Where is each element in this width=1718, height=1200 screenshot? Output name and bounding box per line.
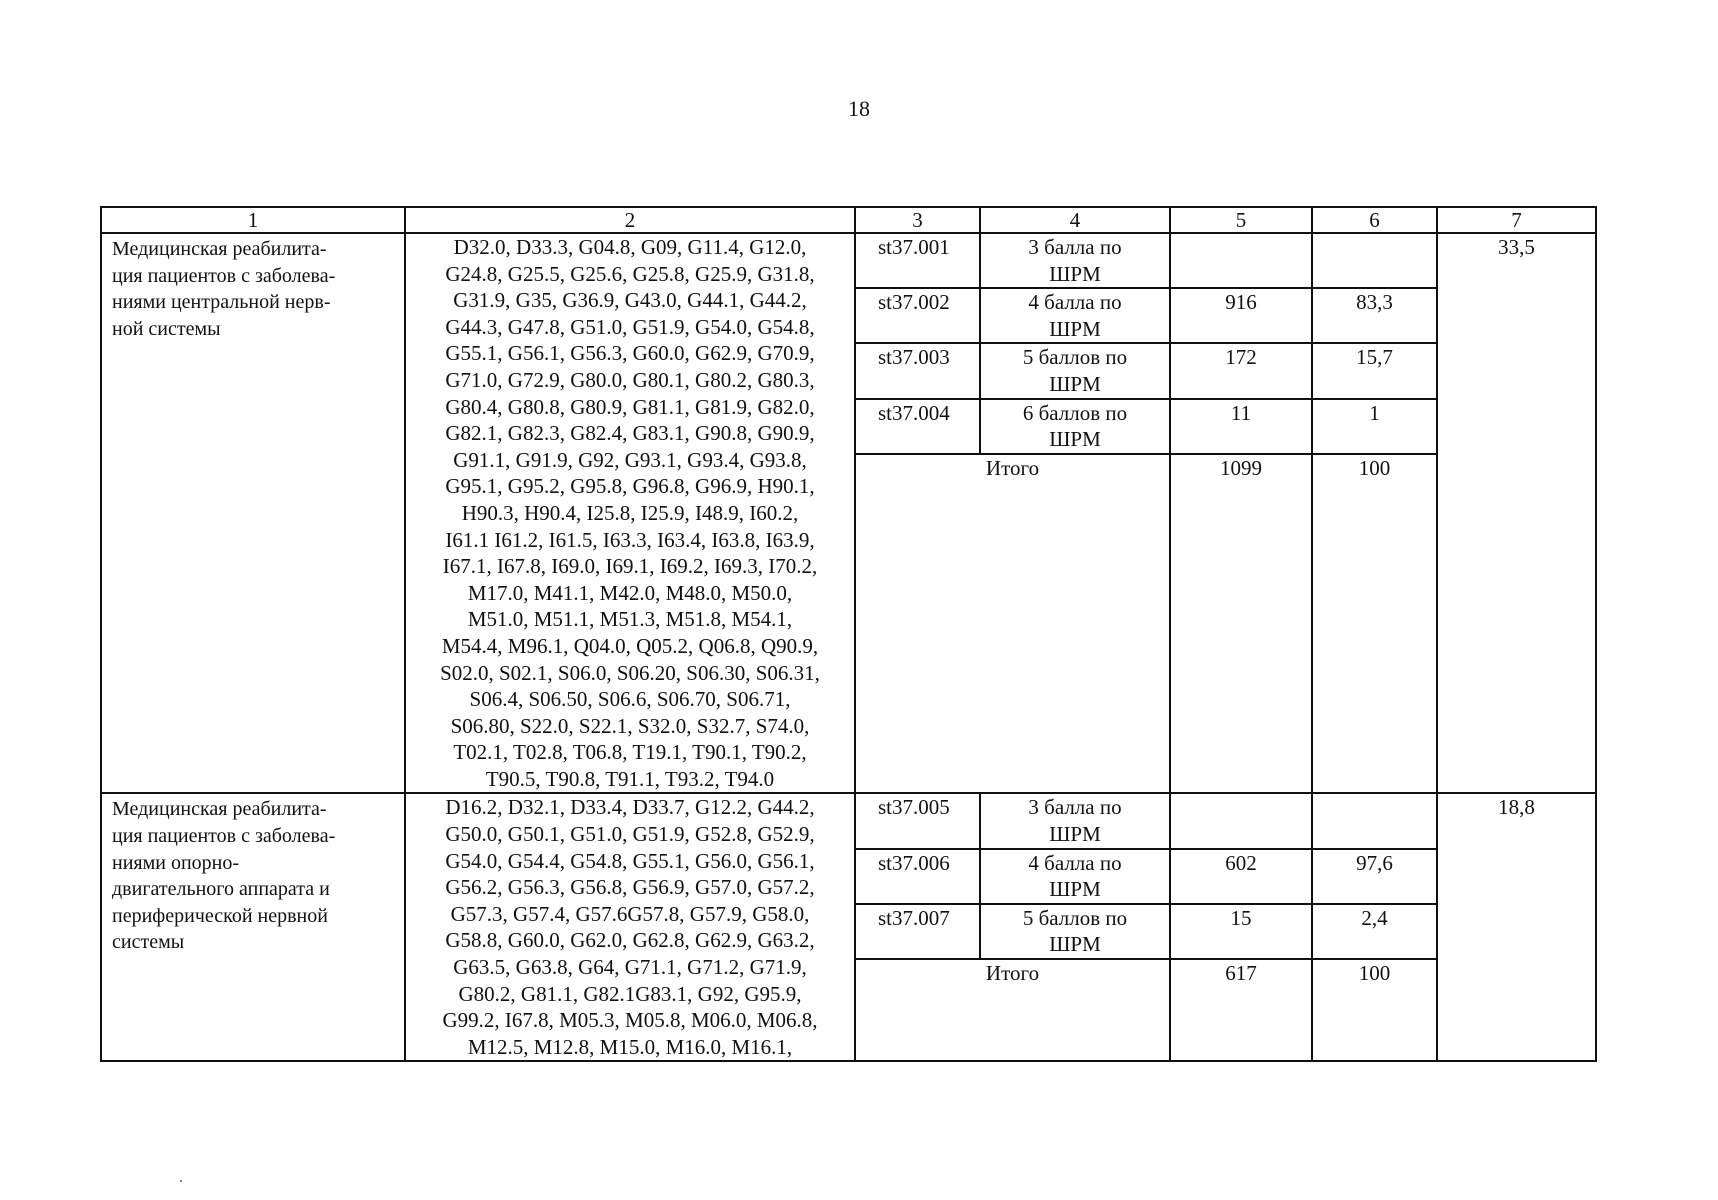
score-description-cell (980, 399, 1170, 454)
score-description-line: ШРМ (1049, 877, 1101, 902)
header-cell-7: 7 (1437, 207, 1596, 233)
diagnosis-codes-line: G99.2, I67.8, M05.3, M05.8, M06.0, M06.8, (442, 1008, 818, 1033)
total-label-cell: Итого (855, 454, 1170, 794)
group-name-line: системы (112, 931, 185, 954)
total-percent-cell: 100 (1312, 454, 1437, 794)
diagnosis-codes-line: I61.1 I61.2, I61.5, I63.3, I63.4, I63.8, I63.9, (445, 527, 815, 552)
score-description-cell (980, 288, 1170, 343)
diagnosis-codes-line: T90.5, T90.8, T91.1, T93.2, T94.0 (485, 766, 775, 791)
header-cell-4: 4 (980, 207, 1170, 233)
diagnosis-codes-line: D16.2, D32.1, D33.4, D33.7, G12.2, G44.2, (445, 795, 815, 820)
count-cell (1170, 793, 1312, 848)
group-name-line: ной системы (112, 317, 221, 340)
percent-cell (1312, 233, 1437, 288)
score-description-line: ШРМ (1049, 261, 1101, 286)
diagnosis-codes-line: M51.0, M51.1, M51.3, M51.8, M54.1, (467, 607, 793, 632)
group-name-line: Медицинская реабилита- (112, 238, 327, 260)
score-description-cell (980, 233, 1170, 288)
diagnosis-codes-line: M54.4, M96.1, Q04.0, Q05.2, Q06.8, Q90.9, (441, 633, 819, 658)
percent-cell: 1 (1312, 399, 1437, 454)
count-cell: 916 (1170, 288, 1312, 343)
group-code-cell: st37.007 (855, 904, 980, 959)
group-name-cell (101, 793, 405, 1061)
group-code-cell: st37.001 (855, 233, 980, 288)
header-cell-3: 3 (855, 207, 980, 233)
total-label-cell: Итого (855, 959, 1170, 1061)
diagnosis-codes-line: G71.0, G72.9, G80.0, G80.1, G80.2, G80.3, (445, 367, 815, 392)
score-description-line: 3 балла по (1028, 795, 1122, 820)
diagnosis-codes-cell (405, 233, 855, 793)
diagnosis-codes-line: H90.3, H90.4, I25.8, I25.9, I48.9, I60.2, (461, 500, 799, 525)
group-share-cell: 33,5 (1437, 233, 1596, 793)
score-description-line: 3 балла по (1028, 235, 1122, 259)
scan-speck (180, 1180, 182, 1182)
group-code-cell: st37.006 (855, 849, 980, 904)
diagnosis-codes-line: G57.3, G57.4, G57.6G57.8, G57.9, G58.0, (450, 901, 810, 926)
score-description-line: ШРМ (1049, 427, 1101, 452)
count-cell: 15 (1170, 904, 1312, 959)
group-share-cell: 18,8 (1437, 793, 1596, 1061)
diagnosis-codes-cell (405, 793, 855, 1061)
group-name-cell (101, 233, 405, 793)
count-cell: 11 (1170, 399, 1312, 454)
score-description-cell (980, 793, 1170, 848)
group-name-line: Медицинская реабилита- (112, 798, 327, 821)
count-cell (1170, 233, 1312, 288)
score-description-line: ШРМ (1049, 316, 1101, 341)
diagnosis-codes-line: S06.4, S06.50, S06.6, S06.70, S06.71, (469, 687, 791, 712)
diagnosis-codes-line: G55.1, G56.1, G56.3, G60.0, G62.9, G70.9, (445, 341, 815, 366)
diagnosis-codes-line: T02.1, T02.8, T06.8, T19.1, T90.1, T90.2, (453, 740, 807, 765)
header-cell-5: 5 (1170, 207, 1312, 233)
diagnosis-codes-line: S06.80, S22.0, S22.1, S32.0, S32.7, S74.0, (450, 713, 810, 738)
score-description-line: ШРМ (1049, 822, 1101, 847)
score-description-cell (980, 904, 1170, 959)
group-name-line: двигательного аппарата и (112, 878, 330, 901)
percent-cell: 97,6 (1312, 849, 1437, 904)
header-row (101, 207, 1596, 233)
group-code-cell: st37.002 (855, 288, 980, 343)
group-name-line: ниями центральной нерв- (112, 291, 331, 314)
percent-cell (1312, 793, 1437, 848)
header-cell-6: 6 (1312, 207, 1437, 233)
percent-cell: 83,3 (1312, 288, 1437, 343)
group-name-line: периферической нервной (112, 904, 328, 927)
diagnosis-codes-line: G31.9, G35, G36.9, G43.0, G44.1, G44.2, (453, 288, 807, 313)
diagnosis-codes-line: M17.0, M41.1, M42.0, M48.0, M50.0, (467, 580, 793, 605)
table-row (101, 233, 1596, 288)
diagnosis-codes-line: G24.8, G25.5, G25.6, G25.8, G25.9, G31.8, (445, 261, 815, 286)
total-count-cell: 617 (1170, 959, 1312, 1061)
diagnosis-codes-line: G54.0, G54.4, G54.8, G55.1, G56.0, G56.1, (445, 848, 815, 873)
diagnosis-codes-line: G58.8, G60.0, G62.0, G62.8, G62.9, G63.2, (445, 928, 815, 953)
score-description-line: 6 баллов по (1022, 400, 1128, 425)
diagnosis-codes-line: G95.1, G95.2, G95.8, G96.8, G96.9, H90.1, (445, 474, 815, 499)
diagnosis-codes-line: G56.2, G56.3, G56.8, G56.9, G57.0, G57.2, (445, 875, 815, 900)
score-description-cell (980, 343, 1170, 398)
diagnosis-codes-line: G63.5, G63.8, G64, G71.1, G71.2, G71.9, (453, 955, 807, 980)
diagnosis-codes-line: G50.0, G50.1, G51.0, G51.9, G52.8, G52.9, (445, 822, 815, 847)
diagnosis-codes-line: S02.0, S02.1, S06.0, S06.20, S06.30, S06.31, (440, 660, 820, 685)
group-name-line: ция пациентов с заболева- (112, 264, 336, 287)
group-code-cell: st37.005 (855, 793, 980, 848)
diagnosis-codes-line: M12.5, M12.8, M15.0, M16.0, M16.1, (467, 1034, 793, 1059)
group-code-cell: st37.003 (855, 343, 980, 398)
diagnosis-codes-line: G82.1, G82.3, G82.4, G83.1, G90.8, G90.9, (445, 421, 815, 446)
group-name-line: ниями опорно- (112, 851, 240, 874)
score-description-line: 5 баллов по (1022, 345, 1128, 370)
percent-cell: 15,7 (1312, 343, 1437, 398)
score-description-line: ШРМ (1049, 932, 1101, 957)
header-cell-1: 1 (101, 207, 405, 233)
page-number: 18 (848, 96, 870, 121)
total-percent-cell: 100 (1312, 959, 1437, 1061)
total-count-cell: 1099 (1170, 454, 1312, 794)
score-description-line: 4 балла по (1028, 850, 1122, 875)
header-cell-2: 2 (405, 207, 855, 233)
group-code-cell: st37.004 (855, 399, 980, 454)
diagnosis-codes-line: G80.4, G80.8, G80.9, G81.1, G81.9, G82.0, (445, 394, 815, 419)
data-table (100, 206, 1597, 1062)
percent-cell: 2,4 (1312, 904, 1437, 959)
group-name-line: ция пациентов с заболева- (112, 825, 336, 848)
diagnosis-codes-line: G91.1, G91.9, G92, G93.1, G93.4, G93.8, (453, 447, 807, 472)
count-cell: 602 (1170, 849, 1312, 904)
score-description-line: ШРМ (1049, 371, 1101, 396)
score-description-cell (980, 849, 1170, 904)
diagnosis-codes-line: D32.0, D33.3, G04.8, G09, G11.4, G12.0, (453, 235, 807, 259)
table-row (101, 793, 1596, 848)
count-cell: 172 (1170, 343, 1312, 398)
diagnosis-codes-line: G80.2, G81.1, G82.1G83.1, G92, G95.9, (458, 981, 802, 1006)
score-description-line: 4 балла по (1028, 290, 1122, 315)
diagnosis-codes-line: I67.1, I67.8, I69.0, I69.1, I69.2, I69.3, I70.2, (442, 554, 818, 579)
diagnosis-codes-line: G44.3, G47.8, G51.0, G51.9, G54.0, G54.8, (445, 314, 815, 339)
score-description-line: 5 баллов по (1022, 905, 1128, 930)
